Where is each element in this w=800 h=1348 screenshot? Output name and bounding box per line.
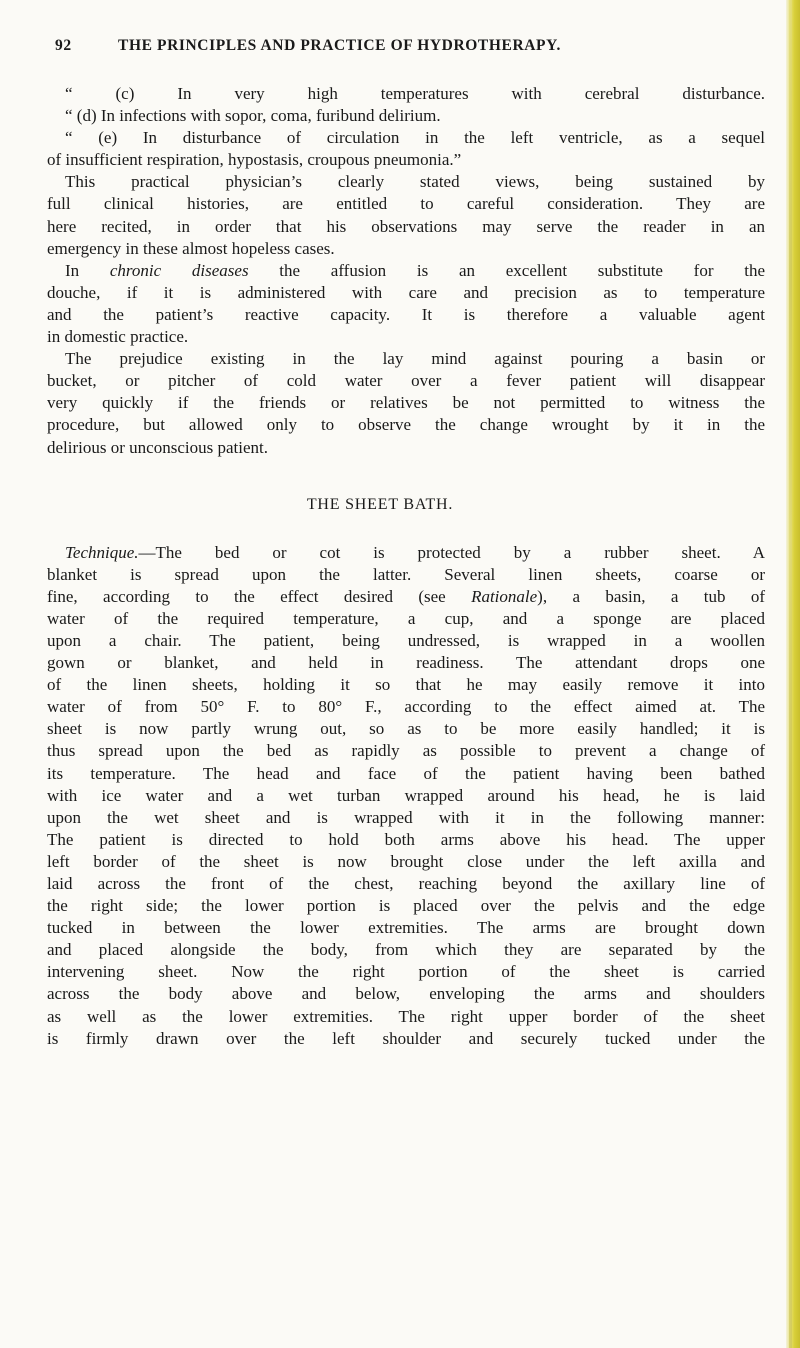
- text-line: laid across the front of the chest, reaching beyond the axillary line of: [47, 874, 765, 893]
- italic-text: chronic diseases: [109, 260, 249, 280]
- text-line: “ (c) In very high temperatures with cerebral disturbance.: [65, 84, 765, 103]
- paragraph-group-2: [47, 542, 765, 1050]
- text-line: bucket, or pitcher of cold water over a fever patient will disappear: [47, 371, 765, 391]
- text-line: “ (e) In disturbance of circulation in the left ventricle, as a sequel: [65, 128, 765, 148]
- body-text: [47, 83, 765, 1050]
- text-line: the right side; the lower portion is placed over the pelvis and the edge: [47, 896, 765, 916]
- text-line: left border of the sheet is now brought close under the left axilla and: [47, 851, 765, 871]
- text-line: In chronic diseases the affusion is an excellent substitute for the: [65, 260, 765, 280]
- text-line: and the patient’s reactive capacity. It is therefore a valuable agent: [47, 304, 765, 324]
- text-line: upon the wet sheet and is wrapped with it in the following manner:: [47, 807, 765, 827]
- text-line: water of from 50° F. to 80° F., according to the effect aimed at. The: [47, 697, 765, 717]
- text-line: This practical physician’s clearly stated views, being sustained by: [65, 172, 765, 192]
- text-line: here recited, in order that his observations may serve the reader in an: [47, 216, 765, 236]
- text-line: delirious or unconscious patient.: [47, 437, 268, 457]
- text-line: as well as the lower extremities. The right upper border of the sheet: [47, 1006, 765, 1026]
- section-heading: THE SHEET BATH.: [306, 495, 454, 513]
- text-line: blanket is spread upon the latter. Several linen sheets, coarse or: [47, 564, 765, 584]
- text-line: intervening sheet. Now the right portion of the sheet is carried: [47, 962, 765, 982]
- text-line: douche, if it is administered with care and precision as to temperature: [47, 282, 765, 302]
- text-line: upon a chair. The patient, being undressed, is wrapped in a woollen: [47, 630, 765, 650]
- italic-text: Rationale: [471, 586, 538, 606]
- text-line: The prejudice existing in the lay mind against pouring a basin or: [65, 349, 765, 369]
- text-line: of insufficient respiration, hypostasis, croupous pneumonia.”: [47, 150, 462, 170]
- text-line: emergency in these almost hopeless cases.: [47, 238, 335, 258]
- text-line: gown or blanket, and held in readiness. The attendant drops one: [47, 653, 765, 673]
- page-edge: [786, 0, 800, 1348]
- text-line: tucked in between the lower extremities. The arms are brought down: [47, 918, 765, 938]
- running-title: THE PRINCIPLES AND PRACTICE OF HYDROTHERAPY.: [118, 37, 561, 54]
- running-header: [55, 37, 755, 59]
- paragraph-group-1: [47, 83, 765, 459]
- text-line: its temperature. The head and face of the patient having been bathed: [47, 763, 765, 783]
- text-line: in domestic practice.: [47, 327, 189, 347]
- text-line: of the linen sheets, holding it so that he may easily remove it into: [47, 675, 765, 695]
- text-line: and placed alongside the body, from which they are separated by the: [47, 940, 765, 960]
- text-line: full clinical histories, are entitled to careful consideration. They are: [47, 194, 765, 214]
- text-line: water of the required temperature, a cup, and a sponge are placed: [47, 608, 765, 628]
- text-line: The patient is directed to hold both arms above his head. The upper: [47, 829, 765, 849]
- text-line: procedure, but allowed only to observe the change wrought by it in the: [47, 415, 765, 435]
- text-line: across the body above and below, enveloping the arms and shoulders: [47, 984, 765, 1004]
- text-line: thus spread upon the bed as rapidly as possible to prevent a change of: [47, 741, 765, 761]
- text-line: sheet is now partly wrung out, so as to be more easily handled; it is: [47, 719, 765, 739]
- page-number: 92: [55, 37, 72, 54]
- text-line: fine, according to the effect desired (see Rationale), a basin, a tub of: [47, 586, 765, 606]
- text-line: with ice water and a wet turban wrapped around his head, he is laid: [47, 785, 765, 805]
- text-line: Technique.—The bed or cot is protected by a rubber sheet. A: [65, 542, 765, 562]
- text-line: “ (d) In infections with sopor, coma, furibund delirium.: [65, 106, 441, 126]
- italic-text: Technique.: [65, 542, 139, 562]
- text-line: is firmly drawn over the left shoulder and securely tucked under the: [47, 1028, 765, 1048]
- text-line: very quickly if the friends or relatives be not permitted to witness the: [47, 393, 765, 413]
